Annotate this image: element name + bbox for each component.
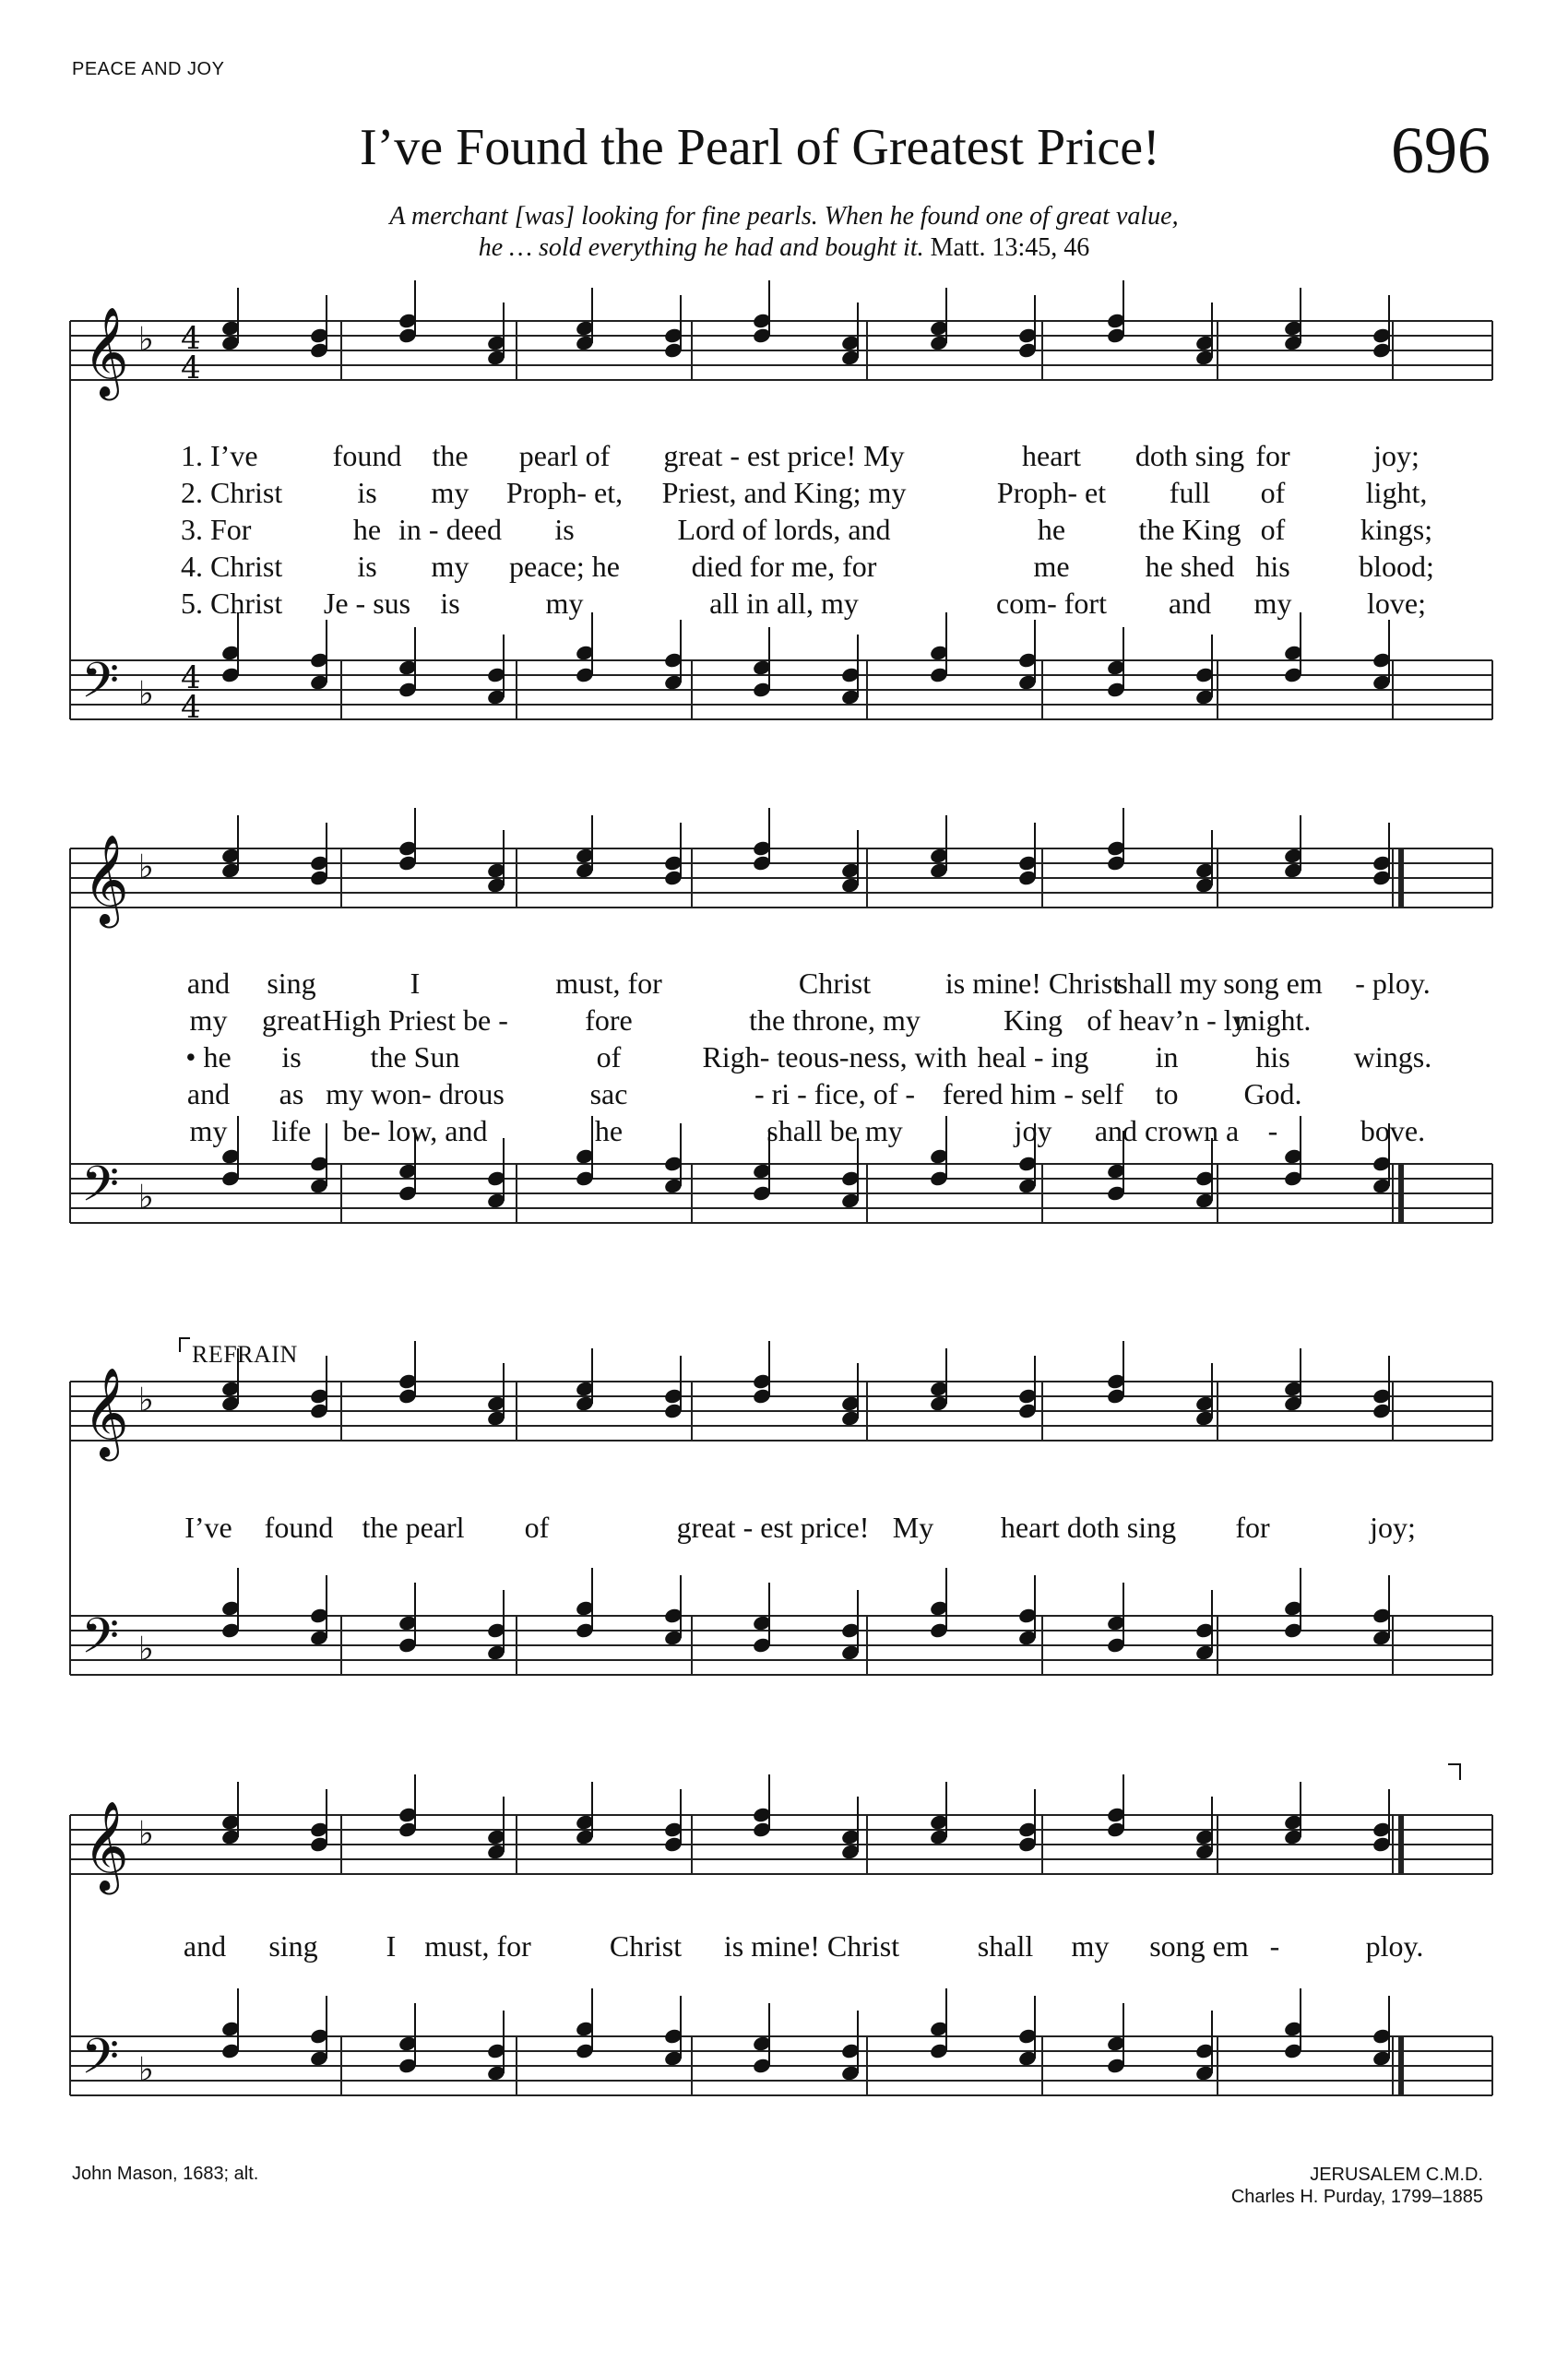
lyric-syllable: kings; [1360, 513, 1433, 546]
lyric-syllable: found [332, 439, 402, 472]
lyric-syllable: shall be my [766, 1114, 903, 1147]
lyric-syllable: Priest, and King; my [661, 476, 907, 509]
lyric-syllable: in - deed [398, 513, 502, 546]
lyric-syllable: the Sun [370, 1040, 460, 1074]
lyric-syllable: full [1169, 476, 1211, 509]
lyric-syllable: peace; he [509, 550, 620, 583]
lyric-syllable: is [357, 550, 377, 583]
lyric-syllable: sac [589, 1077, 628, 1110]
hymn-title: I’ve Found the Pearl of Greatest Price! [360, 119, 1160, 176]
lyric-syllable: and crown a [1094, 1114, 1240, 1147]
lyric-syllable: for [1235, 1511, 1270, 1544]
lyric-syllable: 5. Christ [181, 587, 283, 620]
lyric-syllable: 2. Christ [181, 476, 283, 509]
composer-credit: Charles H. Purday, 1799–1885 [1230, 2187, 1483, 2207]
lyric-syllable: King [1004, 1003, 1063, 1037]
key-signature-flat-icon: ♭ [138, 321, 154, 359]
hymn-number: 696 [1391, 113, 1491, 187]
refrain-label: REFRAIN [192, 1341, 298, 1368]
lyric-syllable: the King [1138, 513, 1241, 546]
lyric-syllable: my [1253, 587, 1292, 620]
lyric-syllable: Righ- teous-ness, with [702, 1040, 968, 1074]
key-signature-flat-icon: ♭ [138, 1382, 154, 1419]
bass-clef-icon: 𝄢 [81, 2029, 120, 2097]
lyric-syllable: great - est price! [676, 1511, 870, 1544]
lyric-syllable: is mine! Christ [944, 967, 1122, 1000]
lyric-syllable: the [432, 439, 469, 472]
lyric-syllable: heart [1022, 439, 1081, 472]
bass-staff-final-barline [1398, 2036, 1404, 2095]
epigraph-line-1: A merchant [was] looking for fine pearls. When he found one of great value, [389, 202, 1179, 231]
lyric-syllable: and [1168, 587, 1212, 620]
lyric-syllable: Lord of lords, and [677, 513, 891, 546]
lyric-syllable: heal - ing [977, 1040, 1089, 1074]
bass-clef-icon: 𝄢 [81, 1608, 120, 1677]
lyric-syllable: I [386, 1929, 397, 1963]
lyric-syllable: my [1071, 1929, 1110, 1963]
lyric-syllable: he [352, 513, 382, 546]
lyric-syllable: I [410, 967, 421, 1000]
lyric-syllable: and [186, 1077, 231, 1110]
lyric-syllable: the throne, my [749, 1003, 921, 1037]
lyric-syllable: Christ [609, 1929, 683, 1963]
tune-name: JERUSALEM C.M.D. [1310, 2165, 1483, 2185]
lyric-syllable: of [524, 1511, 550, 1544]
lyric-syllable: fore [585, 1003, 633, 1037]
bass-clef-icon: 𝄢 [81, 653, 120, 721]
lyric-syllable: great [262, 1003, 321, 1037]
lyric-syllable: to [1155, 1077, 1179, 1110]
lyric-syllable: is mine! Christ [723, 1929, 900, 1963]
lyric-syllable: light, [1365, 476, 1428, 509]
lyric-syllable: the pearl [362, 1511, 465, 1544]
lyric-syllable: - [1267, 1114, 1278, 1147]
lyric-syllable: me [1033, 550, 1070, 583]
lyric-syllable: is [554, 513, 575, 546]
lyric-syllable: love; [1367, 587, 1426, 620]
lyric-syllable: of heav’n - ly [1087, 1003, 1247, 1037]
lyric-syllable: my [189, 1114, 228, 1147]
tune-credit [1231, 2164, 1483, 2208]
lyric-syllable: my [189, 1003, 228, 1037]
lyric-syllable: ploy. [1365, 1929, 1424, 1963]
lyric-syllable: - [1269, 1929, 1280, 1963]
lyric-syllable: my won- drous [326, 1077, 505, 1110]
lyric-syllable: great - est price! My [663, 439, 905, 472]
key-signature-flat-icon: ♭ [138, 1631, 154, 1668]
lyric-syllable: Proph- et [996, 476, 1107, 509]
lyric-syllable: shall my [1116, 967, 1218, 1000]
time-signature-top: 4 [181, 320, 201, 357]
lyric-syllable: and [186, 967, 231, 1000]
lyric-syllable: in [1155, 1040, 1179, 1074]
lyric-syllable: is [440, 587, 460, 620]
lyric-syllable: I’ve [184, 1511, 232, 1544]
lyric-syllable: all in all, my [709, 587, 859, 620]
lyric-syllable: must, for [555, 967, 662, 1000]
lyric-syllable: 4. Christ [181, 550, 283, 583]
refrain-end-bracket [1448, 1763, 1461, 1780]
lyric-syllable: his [1255, 1040, 1290, 1074]
lyric-syllable: Christ [798, 967, 872, 1000]
lyric-syllable: bove. [1360, 1114, 1426, 1147]
lyric-syllable: and [183, 1929, 227, 1963]
bass-staff-final-barline [1398, 1164, 1404, 1223]
lyric-syllable: of [1260, 513, 1286, 546]
epigraph-quote: he … sold everything he had and bought it. [478, 233, 924, 262]
lyric-syllable: must, for [424, 1929, 531, 1963]
lyric-syllable: heart doth sing [1000, 1511, 1177, 1544]
lyric-syllable: - ploy. [1355, 967, 1431, 1000]
lyric-syllable: my [431, 550, 469, 583]
lyric-syllable: died for me, for [691, 550, 877, 583]
lyric-syllable: - ri - fice, of - [754, 1077, 916, 1110]
lyric-syllable: my [545, 587, 584, 620]
epigraph-reference: Matt. 13:45, 46 [930, 233, 1090, 262]
key-signature-flat-icon: ♭ [138, 1179, 154, 1216]
lyric-syllable: pearl of [518, 439, 611, 472]
text-credit: John Mason, 1683; alt. [72, 2164, 259, 2184]
treble-staff-final-barline [1398, 1815, 1404, 1874]
key-signature-flat-icon: ♭ [138, 848, 154, 886]
treble-clef-icon: 𝄞 [83, 1800, 129, 1891]
lyric-syllable: he shed [1145, 550, 1235, 583]
lyric-syllable: joy; [1373, 439, 1420, 472]
lyric-syllable: High Priest be - [322, 1003, 508, 1037]
time-signature-bottom: 4 [181, 689, 201, 726]
lyric-syllable: 1. I’ve [181, 439, 258, 472]
lyric-syllable: God. [1243, 1077, 1302, 1110]
lyric-syllable: found [264, 1511, 334, 1544]
lyric-syllable: he [594, 1114, 624, 1147]
time-signature-top: 4 [181, 659, 201, 696]
lyric-syllable: com- fort [996, 587, 1107, 620]
lyric-syllable: life [271, 1114, 312, 1147]
lyric-syllable: is [281, 1040, 302, 1074]
bass-clef-icon: 𝄢 [81, 1157, 120, 1225]
lyric-syllable: shall [977, 1929, 1034, 1963]
lyric-syllable: blood; [1359, 550, 1434, 583]
lyric-syllable: of [1260, 476, 1286, 509]
lyric-syllable: fered him - self [942, 1077, 1124, 1110]
lyric-syllable: wings. [1353, 1040, 1432, 1074]
treble-clef-icon: 𝄞 [83, 834, 129, 924]
treble-clef-icon: 𝄞 [83, 1367, 129, 1457]
lyric-syllable: is [357, 476, 377, 509]
key-signature-flat-icon: ♭ [138, 1815, 154, 1853]
key-signature-flat-icon: ♭ [138, 2051, 154, 2089]
lyric-syllable: • he [185, 1040, 232, 1074]
lyric-syllable: his [1255, 550, 1290, 583]
lyric-syllable: joy; [1370, 1511, 1416, 1544]
lyric-syllable: song em [1223, 967, 1323, 1000]
key-signature-flat-icon: ♭ [138, 675, 154, 713]
section-label: PEACE AND JOY [72, 59, 225, 79]
treble-clef-icon: 𝄞 [83, 306, 129, 397]
treble-staff-final-barline [1398, 848, 1404, 908]
lyric-syllable: sing [268, 1929, 318, 1963]
lyric-syllable: my [431, 476, 469, 509]
lyric-syllable: of [596, 1040, 622, 1074]
lyric-syllable: My [892, 1511, 934, 1544]
lyric-syllable: sing [267, 967, 316, 1000]
lyric-syllable: doth sing [1134, 439, 1245, 472]
lyric-syllable: he [1037, 513, 1066, 546]
lyric-syllable: Proph- et, [505, 476, 624, 509]
time-signature-bottom: 4 [181, 350, 201, 386]
lyric-syllable: might. [1234, 1003, 1312, 1037]
lyric-syllable: as [279, 1077, 304, 1110]
lyric-syllable: song em [1149, 1929, 1249, 1963]
lyric-syllable: be- low, and [342, 1114, 488, 1147]
lyric-syllable: for [1255, 439, 1290, 472]
lyric-syllable: Je - sus [323, 587, 411, 620]
lyric-syllable: 3. For [181, 513, 252, 546]
lyric-syllable: joy [1014, 1114, 1052, 1147]
